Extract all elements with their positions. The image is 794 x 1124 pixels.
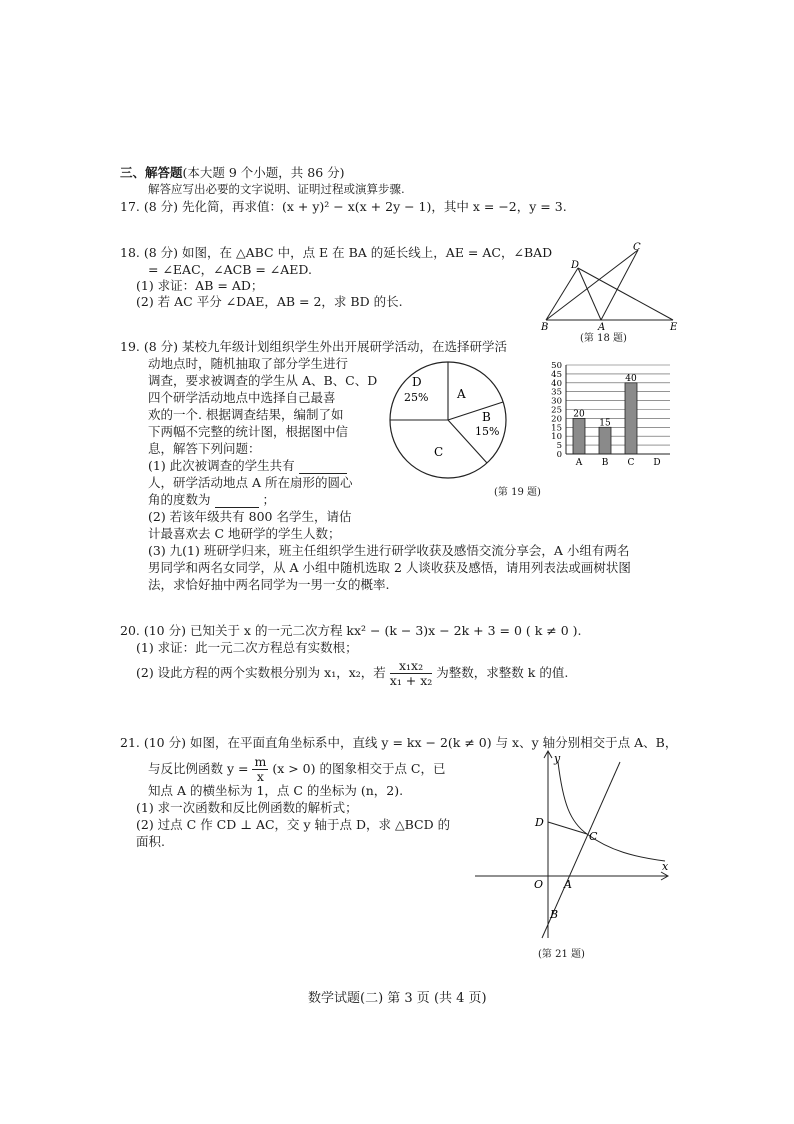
q21-label-x: x — [662, 860, 669, 873]
q20-part2a: (2) 设此方程的两个实数根分别为 x₁，x₂，若 — [136, 665, 386, 680]
bar-ytick-label: 15 — [551, 423, 562, 434]
q19-part1c — [148, 491, 275, 508]
q21-caption: (第 21 题) — [538, 949, 585, 960]
pie-label-a: A — [457, 387, 466, 401]
q18-part1: (1) 求证：AB = AD； — [136, 278, 264, 293]
pie-label-c: C — [434, 445, 444, 459]
bar-ytick-label: 35 — [551, 387, 562, 398]
q17-text: 17. (8 分) 先化简，再求值：(x + y)² − x(x + 2y − 1)，其中 x = −2，y = 3. — [120, 199, 567, 214]
q21-line2a: 与反比例函数 y = — [148, 761, 249, 776]
q21-label-c: C — [589, 830, 598, 843]
q18-line2: = ∠EAC，∠ACB = ∠AED. — [148, 262, 312, 277]
q21-line1: 21. (10 分) 如图，在平面直角坐标系中，直线 y = kx − 2(k ≠ 0) 与 x、y 轴分别相交于点 A、B， — [120, 735, 678, 750]
q21-label-d: D — [535, 816, 544, 829]
q19-part1a-text: (1) 此次被调查的学生共有 — [148, 458, 295, 473]
q21-part2b: 面积. — [136, 834, 165, 849]
q18-label-e: E — [670, 322, 678, 332]
q18-caption: (第 18 题) — [580, 333, 627, 344]
bar-c — [625, 383, 637, 454]
bar-b — [599, 427, 611, 454]
bar-ytick-label: 20 — [551, 414, 562, 425]
q19-line-6: 下两幅不完整的统计图，根据图中信 — [148, 424, 349, 439]
q21-hyperbola — [558, 762, 665, 861]
q19-part3a: (3) 九(1) 班研学归来，班主任组织学生进行研学收获及感悟交流分享会，A 小组有两名 — [148, 543, 630, 558]
q21-label-b: B — [550, 908, 559, 921]
q21-part1: (1) 求一次函数和反比例函数的解析式； — [136, 800, 358, 815]
bar-value-label: 20 — [573, 409, 585, 420]
q19-part1d: ； — [262, 492, 275, 507]
q20-frac-num: x₁x₂ — [390, 659, 433, 674]
pie-label-b: B — [482, 410, 491, 424]
bar-value-label: 40 — [625, 373, 637, 384]
section-note: (本大题 9 个小题，共 86 分) — [182, 165, 345, 180]
bar-ytick-label: 45 — [551, 369, 562, 380]
section-heading — [120, 164, 345, 181]
q18-line1: 18. (8 分) 如图，在 △ABC 中，点 E 在 BA 的延长线上，AE = AC，∠BAD — [120, 245, 553, 260]
q21-fraction — [252, 755, 268, 784]
q21-line-cd — [548, 822, 587, 834]
pie-pct-b: 15% — [475, 425, 500, 438]
q21-frac-num: m — [254, 754, 267, 769]
q19-pie-chart — [378, 358, 518, 482]
q20-part2 — [136, 658, 568, 688]
bar-ytick-label: 40 — [551, 378, 562, 389]
q19-part2b: 计最喜欢去 C 地研学的学生人数； — [148, 526, 341, 541]
q18-label-a: A — [598, 322, 606, 332]
q19-blank-1[interactable] — [299, 461, 347, 474]
q19-line-2: 动地点时，随机抽取了部分学生进行 — [148, 356, 349, 371]
q19-part3c: 法，求恰好抽中两名同学为一男一女的概率. — [148, 577, 390, 592]
q21-label-o: O — [534, 878, 544, 891]
q21-figure — [470, 748, 675, 943]
q19-line-4: 四个研学活动地点中选择自己最喜 — [148, 390, 336, 405]
q18-figure — [538, 240, 683, 332]
bar-xtick-label: C — [627, 458, 635, 468]
bar-a — [573, 418, 585, 454]
q19-blank-2[interactable] — [215, 495, 259, 508]
q21-label-y: y — [554, 752, 561, 765]
section-title: 三、解答题 — [120, 165, 183, 180]
q21-frac-den: x — [256, 769, 264, 784]
bar-ytick-label: 50 — [551, 361, 562, 371]
pie-divider-ab — [448, 402, 503, 420]
q21-line3: 知点 A 的横坐标为 1，点 C 的坐标为 (n，2). — [148, 783, 404, 798]
q18-part2: (2) 若 AC 平分 ∠DAE，AB = 2，求 BD 的长. — [136, 294, 403, 309]
bar-ytick-label: 5 — [556, 441, 562, 452]
q21-line2 — [148, 754, 446, 784]
q19-bar-chart — [538, 358, 678, 472]
section-instruction: 解答应写出必要的文字说明、证明过程或演算步骤. — [148, 182, 405, 196]
q21-label-a: A — [564, 878, 572, 891]
pie-label-d: D — [412, 375, 422, 389]
q19-line-3: 调查，要求被调查的学生从 A、B、C、D — [148, 373, 378, 388]
bar-value-label: 15 — [599, 418, 611, 429]
q21-line2b: (x > 0) 的图象相交于点 C，已 — [272, 761, 446, 776]
q19-line-5: 欢的一个. 根据调查结果，编制了如 — [148, 407, 344, 422]
q19-part2a: (2) 若该年级共有 800 名学生，请估 — [148, 509, 352, 524]
bar-xtick-label: A — [575, 458, 583, 468]
q19-part1b: 人，研学活动地点 A 所在扇形的圆心 — [148, 475, 353, 490]
pie-pct-d: 25% — [404, 391, 429, 404]
bar-ytick-label: 30 — [551, 396, 562, 407]
q21-part2a: (2) 过点 C 作 CD ⊥ AC，交 y 轴于点 D，求 △BCD 的 — [136, 817, 451, 832]
q19-caption: (第 19 题) — [494, 487, 541, 498]
bar-xtick-label: D — [653, 458, 661, 468]
bar-ytick-label: 25 — [551, 405, 562, 416]
q20-line1: 20. (10 分) 已知关于 x 的一元二次方程 kx² − (k − 3)x − 2k + 3 = 0 ( k ≠ 0 ). — [120, 623, 582, 638]
page-footer: 数学试题(二) 第 3 页 (共 4 页) — [308, 991, 487, 1006]
bar-ytick-label: 0 — [556, 450, 562, 460]
q18-label-c: C — [633, 242, 641, 253]
q20-frac-den: x₁ + x₂ — [389, 673, 433, 688]
q19-part1a — [148, 457, 347, 474]
q20-part2b: 为整数，求整数 k 的值. — [436, 665, 569, 680]
q19-line1: 19. (8 分) 某校九年级计划组织学生外出开展研学活动，在选择研学活 — [120, 339, 508, 354]
q20-part1: (1) 求证：此一元二次方程总有实数根； — [136, 640, 358, 655]
q19-part3b: 男同学和两名女同学，从 A 小组中随机选取 2 人谈收获及感悟，请用列表法或画树状图 — [148, 560, 631, 575]
q18-label-b: B — [541, 322, 549, 332]
bar-ytick-label: 10 — [551, 432, 562, 443]
q19-part1c-text: 角的度数为 — [148, 492, 211, 507]
q18-label-d: D — [571, 260, 580, 271]
bar-xtick-label: B — [601, 458, 609, 468]
q19-line-7: 息，解答下列问题： — [148, 441, 261, 456]
q20-fraction — [390, 659, 433, 688]
